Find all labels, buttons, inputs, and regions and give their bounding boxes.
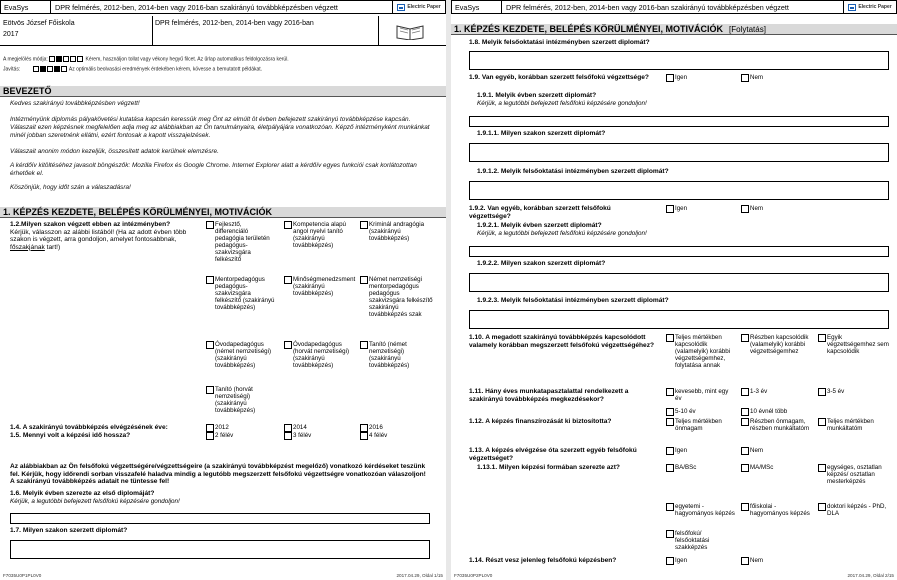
institution-input[interactable]	[469, 51, 889, 70]
funding-checkbox[interactable]: Részben önmagam, részben munkáltatóm	[741, 418, 811, 432]
survey-year: 2017	[3, 31, 19, 38]
question-1-11: 1.11. Hány éves munkatapasztalattal rendelkezett a szakirányú továbbképzés megkezdésekor?	[469, 388, 629, 403]
question-1-6-hint: Kérjük, a legutóbbi befejezett felsőfokú képzésére gondoljon!	[10, 498, 180, 505]
question-1-9-1-2: 1.9.1.2. Melyik felsőoktatási intézményben szerzett diplomát?	[477, 168, 669, 175]
question-1-9-2: 1.9.2. Van egyéb, korábban szerzett felsőfokú végzettsége?	[469, 205, 611, 220]
funding-checkbox[interactable]: Teljes mértékben önmagam	[666, 418, 736, 432]
question-1-6: 1.6. Melyik évben szerezte az első diplomáját?	[10, 490, 155, 497]
no-checkbox[interactable]: Nem	[741, 205, 763, 212]
yes-checkbox[interactable]: Igen	[666, 447, 687, 454]
page-number: 2017.04.29, Oldal 2/15	[847, 573, 894, 578]
form-checkbox[interactable]: BA/BSc	[666, 464, 696, 471]
question-1-9-1-1: 1.9.1.1. Milyen szakon szerzett diplomát?	[477, 130, 606, 137]
duration-3-checkbox[interactable]: 3 félév	[284, 432, 311, 439]
question-1-13: 1.13. A képzés elvégzése óta szerzett egyéb felsőfokú végzettséget?	[469, 447, 637, 462]
electric-paper-icon	[397, 4, 405, 11]
section1-header: 1. KÉPZÉS KEZDETE, BELÉPÉS KÖRÜLMÉNYEI, MOTIVÁCIÓK	[0, 207, 446, 218]
survey-page-1	[0, 0, 446, 580]
page-header	[0, 0, 446, 14]
option-checkbox[interactable]: Óvodapedagógus (horvát nemzetiségi) (szakirányú továbbképzés)	[284, 341, 356, 369]
no-checkbox[interactable]: Nem	[741, 557, 763, 564]
question-1-9: 1.9. Van egyéb, korábban szerzett felsőfokú végzettsége?	[469, 74, 649, 81]
form-checkbox[interactable]: egyetemi - hagyományos képzés	[666, 503, 736, 517]
form-checkbox[interactable]: felsőfokú/ felsőoktatási szakképzés	[666, 530, 736, 551]
question-1-9-1: 1.9.1. Melyik évben szerzett diplomát?	[477, 92, 597, 99]
form-checkbox[interactable]: főiskolai - hagyományos képzés	[741, 503, 811, 517]
duration-4-checkbox[interactable]: 4 félév	[360, 432, 387, 439]
experience-checkbox[interactable]: 1-3 év	[741, 388, 767, 395]
survey-page-2	[451, 0, 897, 580]
degree-year-input[interactable]	[469, 116, 889, 127]
brand-name: Electric Paper	[407, 4, 441, 10]
option-checkbox[interactable]: Óvodapedagógus (német nemzetiségi) (szakirányú továbbképzés)	[206, 341, 278, 369]
form-checkbox[interactable]: MA/MSc	[741, 464, 773, 471]
connection-none-checkbox[interactable]: Egyik végzettségemhez sem kapcsolódik	[818, 334, 890, 355]
experience-checkbox[interactable]: 5-10 év	[666, 408, 696, 415]
year-2016-checkbox[interactable]: 2016	[360, 424, 383, 431]
option-checkbox[interactable]: Tanító (német nemzetiségi) (szakirányú továbbképzés)	[360, 341, 432, 369]
hint: Kérjük, a legutóbbi befejezett felsőfokú képzésére gondoljon!	[477, 230, 647, 237]
yes-checkbox[interactable]: Igen	[666, 74, 687, 81]
page-number: 2017.04.29, Oldal 1/15	[396, 573, 443, 578]
survey-subheader	[0, 16, 446, 46]
form-checkbox[interactable]: doktori képzés - PhD, DLA	[818, 503, 892, 517]
experience-checkbox[interactable]: kevesebb, mint egy év	[666, 388, 736, 402]
duration-2-checkbox[interactable]: 2 félév	[206, 432, 233, 439]
page-code: F7035U0P1PL0V0	[3, 573, 42, 578]
brand-logo	[844, 1, 896, 13]
form-checkbox[interactable]: egységes, osztatlan képzés/ osztatlan mesterképzés	[818, 464, 892, 485]
previous-degree-intro: Az alábbiakban az Ön felsőfokú végzettségére/végzettségeire (a szakirányú továbbképzést megelőző) vonatkozó kérdéseket teszünk fel. Kérjük, hogy időrendi sorban visszafelé haladva mindig a legutóbb megszerzett felsőfokú végzettségre vonatkozóan válaszoljon! A szakirányú továbbképzés adatait ne tüntesse fel!	[10, 463, 426, 486]
connection-full-checkbox[interactable]: Teljes mértékben kapcsolódik (valamelyik) korábbi végzettségemhez, folytatása annak	[666, 334, 736, 369]
question-1-9-2-3: 1.9.2.3. Melyik felsőoktatási intézményben szerzett diplomát?	[477, 297, 669, 304]
experience-checkbox[interactable]: 3-5 év	[818, 388, 844, 395]
anonymity-note: Válaszait anonim módon kezeljük, összesített adatok kerülnek elemzésre.	[10, 148, 219, 155]
question-1-9-2-1: 1.9.2.1. Melyik évben szerzett diplomát?	[477, 222, 602, 229]
question-1-2: 1.2.Milyen szakon végzett ebben az intézményben? Kérjük, válasszon az alábbi listából! (Ha az adott évben több szakon is végzett, arra gondoljon, amelyet fontosabbnak, főszakjának tart!)	[10, 221, 187, 251]
option-checkbox[interactable]: Kompetencia alapú angol nyelvi tanító (szakirányú továbbképzés)	[284, 221, 356, 249]
option-checkbox[interactable]: Német nemzetiségi mentorpedagógus pedagógus szakvizsgára felkészítő szakirányú továbbképzés szak	[360, 276, 436, 318]
option-checkbox[interactable]: Kriminál andragógia (szakirányú továbbképzés)	[360, 221, 432, 242]
brand-logo	[393, 1, 445, 13]
question-1-14: 1.14. Részt vesz jelenleg felsőfokú képzésben?	[469, 557, 617, 564]
degree-major-input[interactable]	[10, 540, 430, 559]
option-checkbox[interactable]: Fejlesztő, differenciáló pedagógia területén pedagógus-szakvizsgára felkészítő	[206, 221, 276, 263]
section1-continued-header: 1. KÉPZÉS KEZDETE, BELÉPÉS KÖRÜLMÉNYEI, MOTIVÁCIÓK [Folytatás]	[451, 24, 897, 35]
question-1-12: 1.12. A képzés finanszírozását ki biztosította?	[469, 418, 612, 425]
major-input[interactable]	[469, 273, 889, 292]
option-checkbox[interactable]: Mentorpedagógus pedagógus-szakvizsgára felkészítő (szakirányú továbbképzés)	[206, 276, 278, 311]
page-header	[451, 0, 897, 14]
question-1-9-2-2: 1.9.2.2. Milyen szakon szerzett diplomát?	[477, 260, 606, 267]
experience-checkbox[interactable]: 10 évnél több	[741, 408, 787, 415]
survey-name: DPR felmérés, 2012-ben, 2014-ben vagy 2016-ban szakirányú továbbképzésben végzett	[502, 1, 844, 13]
yes-checkbox[interactable]: Igen	[666, 557, 687, 564]
app-name: EvaSys	[1, 1, 51, 13]
option-checkbox[interactable]: Tanító (horvát nemzetiségi) (szakirányú továbbképzés)	[206, 386, 278, 414]
question-1-4: 1.4. A szakirányú továbbképzés elvégzésének éve:	[10, 424, 168, 431]
question-1-5: 1.5. Mennyi volt a képzési idő hossza?	[10, 432, 131, 439]
no-checkbox[interactable]: Nem	[741, 74, 763, 81]
correction-instruction: Javítás: Az optimális beolvasási eredmények érdekében kérem, kövesse a bemutatott példákat.	[3, 66, 263, 73]
marking-instruction: A megjelölés módja: Kérem, használjon tollat vagy vékony hegyű filcet. Az űrlap automatikus feldolgozásra kerül.	[3, 56, 289, 63]
first-degree-year-input[interactable]	[10, 513, 430, 524]
survey-name: DPR felmérés, 2012-ben, 2014-ben vagy 2016-ban szakirányú továbbképzésben végzett	[51, 1, 393, 13]
question-1-13-1: 1.13.1. Milyen képzési formában szerezte azt?	[477, 464, 620, 471]
page-code: F7035U0P2PL0V0	[454, 573, 493, 578]
brand-name: Electric Paper	[858, 4, 892, 10]
question-1-8: 1.8. Melyik felsőoktatási intézményben szerzett diplomát?	[469, 39, 650, 46]
question-1-7: 1.7. Milyen szakon szerzett diplomát?	[10, 527, 128, 534]
organization-name: Eötvös József Főiskola	[3, 20, 75, 27]
institution-input[interactable]	[469, 181, 889, 200]
no-checkbox[interactable]: Nem	[741, 447, 763, 454]
electric-paper-icon	[848, 4, 856, 11]
hint: Kérjük, a legutóbbi befejezett felsőfokú képzésére gondoljon!	[477, 100, 647, 107]
yes-checkbox[interactable]: Igen	[666, 205, 687, 212]
intro-paragraph: Intézményünk diplomás pályakövetési kutatása kapcsán keressük meg Önt az elmúlt öt évben befejezett szakirányú továbbképzése kapcsán. Válaszait ezen képzésnek megfelelően adja meg az alábbiakban az Ön tanulmányaira, életpályájára vonatkozóan. Képző intézményként munkánkat minél jobban szeretnénk ellátni, ezért fontosak a kapott visszajelzések.	[10, 116, 430, 139]
connection-partial-checkbox[interactable]: Részben kapcsolódik (valamelyik) korábbi végzettségemhez	[741, 334, 811, 355]
year-2014-checkbox[interactable]: 2014	[284, 424, 307, 431]
degree-year-input[interactable]	[469, 246, 889, 257]
major-input[interactable]	[469, 143, 889, 162]
question-1-10: 1.10. A megadott szakirányú továbbképzés kapcsolódott valamely korábban megszerzett felsőfokú végzettségéhez?	[469, 334, 655, 349]
open-book-icon	[395, 22, 425, 40]
option-checkbox[interactable]: Minőségmenedzsment (szakirányú továbbképzés)	[284, 276, 356, 297]
survey-title: DPR felmérés, 2012-ben, 2014-ben vagy 2016-ban	[155, 20, 314, 27]
intro-section-header: BEVEZETŐ	[0, 86, 446, 97]
intro-greeting: Kedves szakirányú továbbképzésben végzett!	[10, 100, 140, 107]
browser-note: A kérdőív kitöltéséhez javasolt böngészők: Mozilla Firefox és Google Chrome. Internet Explorer alatt a kérdőív egyes funkciói csak korlátozottan érhetőek el.	[10, 162, 417, 177]
thanks-note: Köszönjük, hogy időt szán a válaszadásra!	[10, 184, 131, 191]
funding-checkbox[interactable]: Teljes mértékben munkáltatóm	[818, 418, 890, 432]
app-name: EvaSys	[452, 1, 502, 13]
institution-input[interactable]	[469, 310, 889, 329]
year-2012-checkbox[interactable]: 2012	[206, 424, 229, 431]
